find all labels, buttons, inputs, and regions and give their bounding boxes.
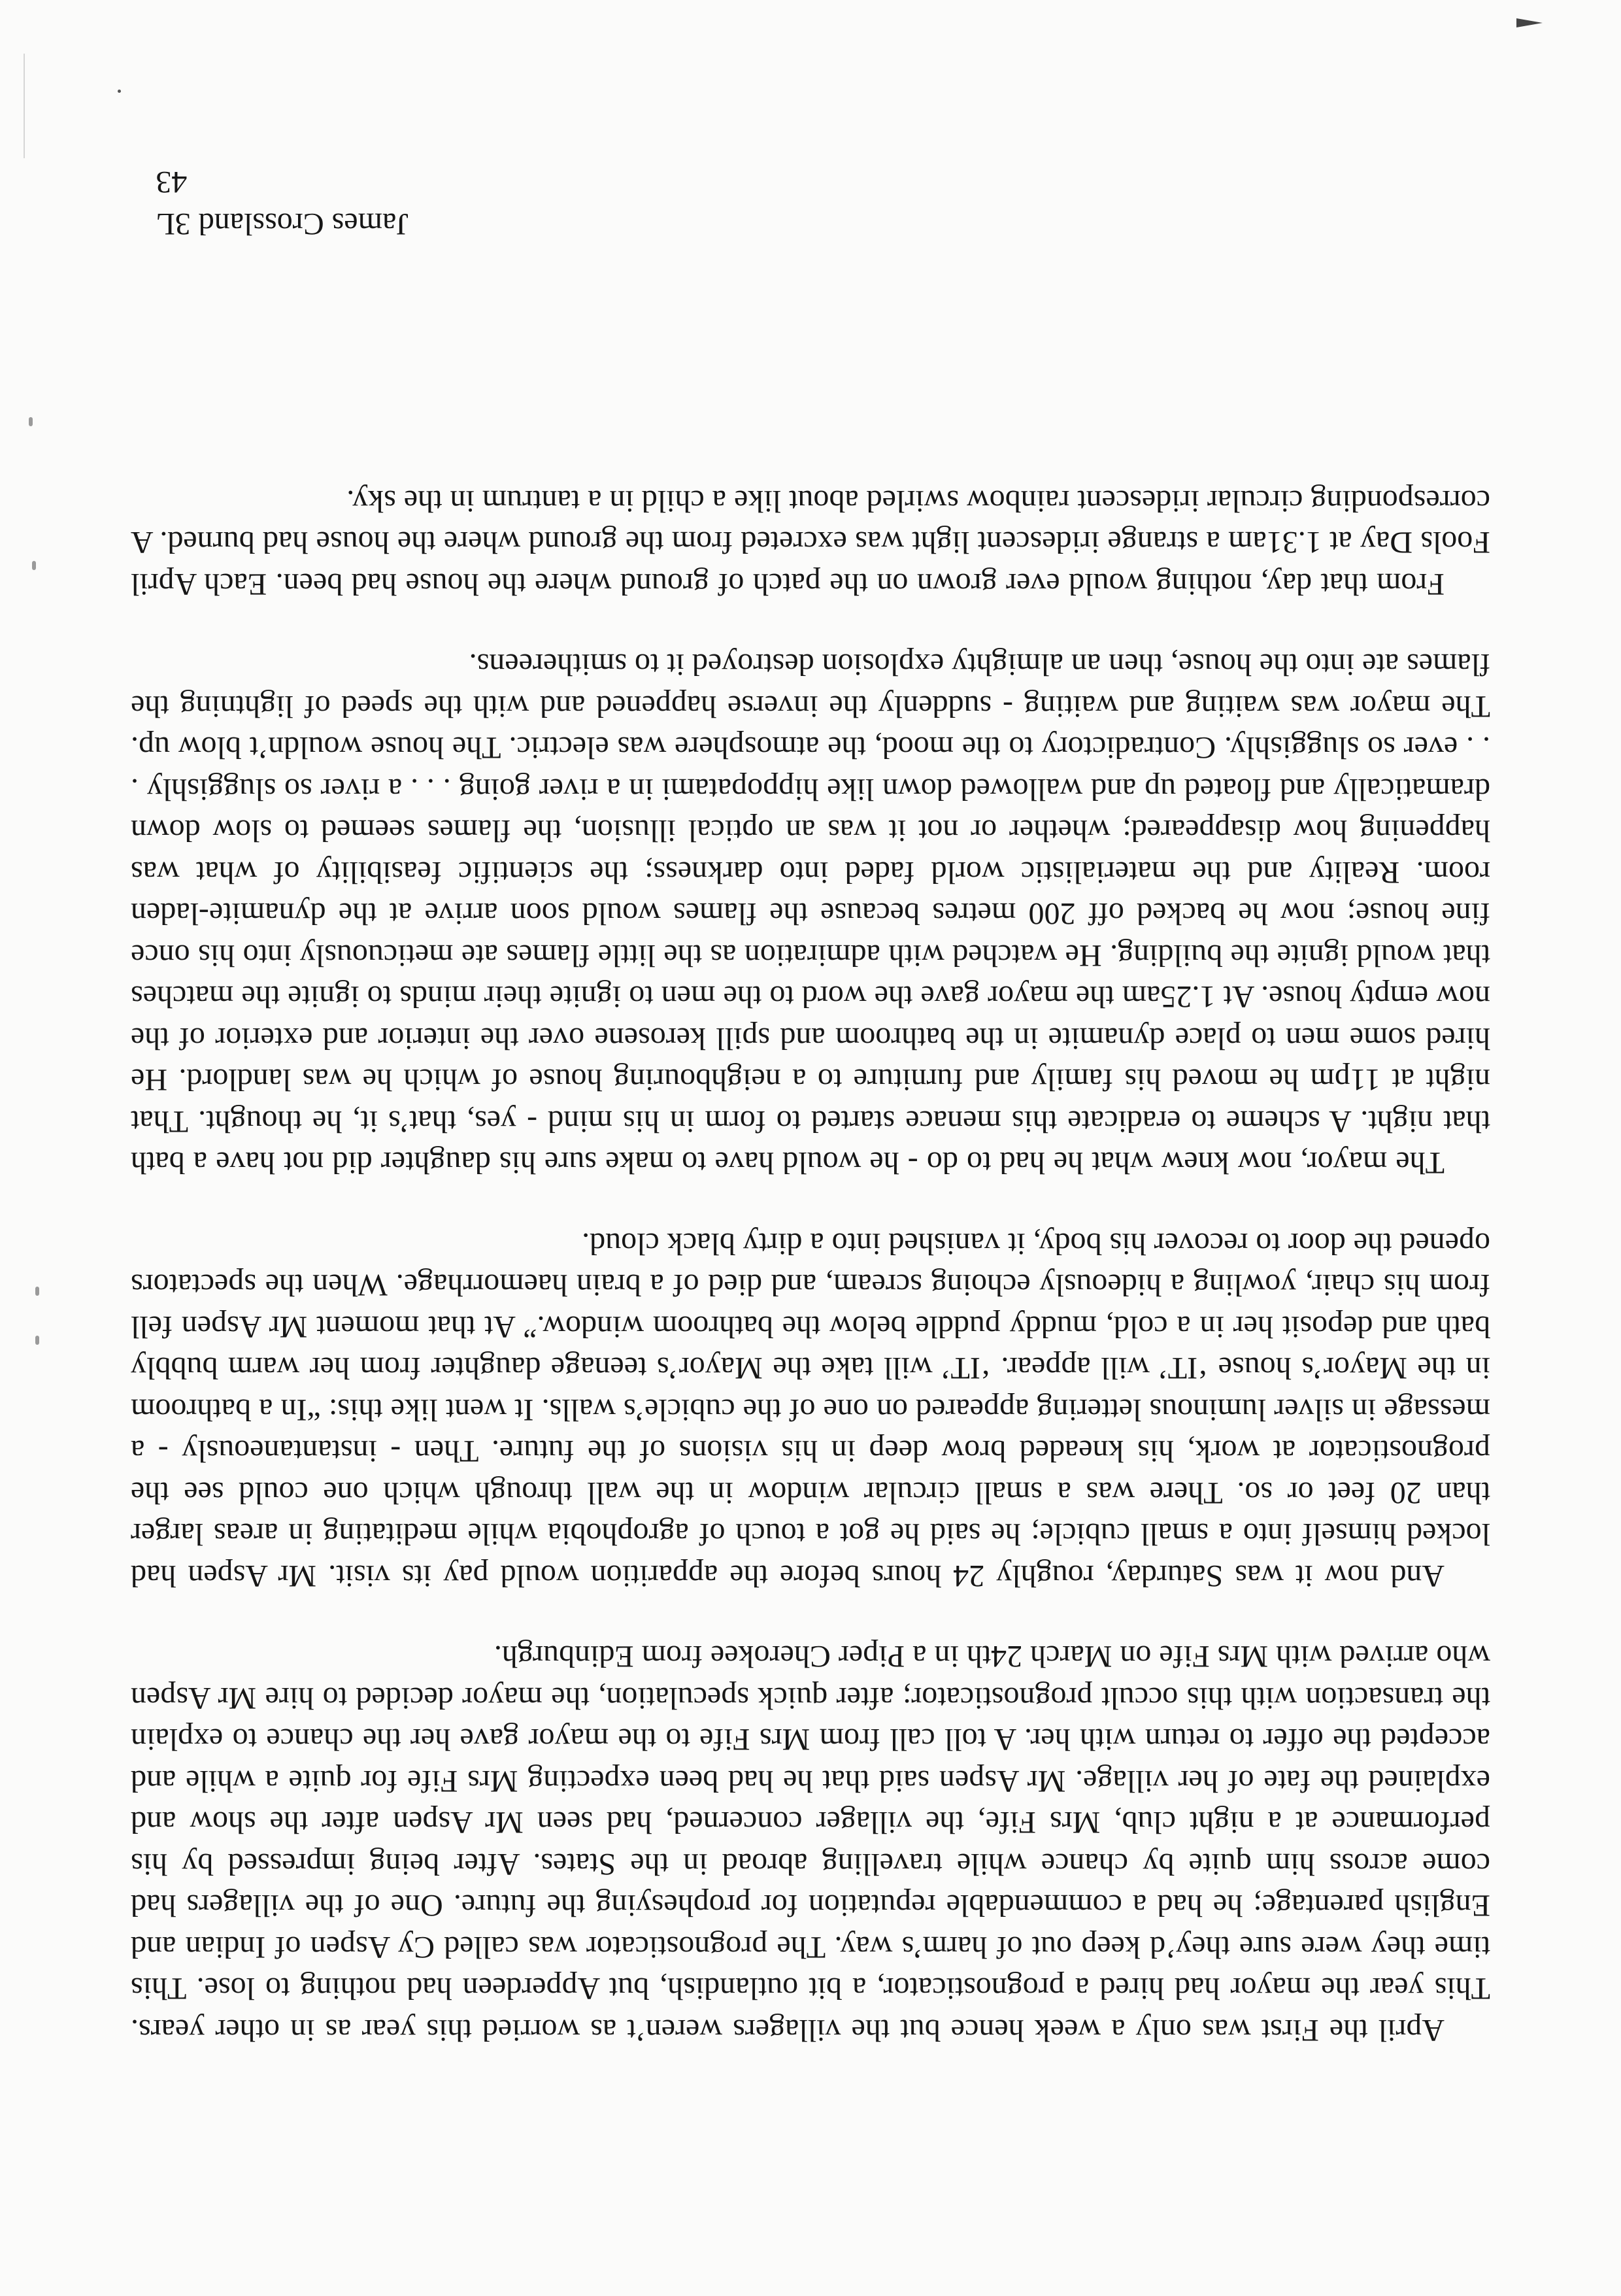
page-number: 43	[156, 165, 188, 199]
binder-hole-mark	[35, 1287, 39, 1296]
binder-hole-mark	[29, 417, 33, 426]
author-name: James Crossland 3L	[156, 207, 409, 241]
body-text	[131, 481, 1490, 2051]
binder-hole-mark	[35, 1336, 39, 1345]
paragraph-2: And now it was Saturday, roughly 24 hours before the apparition would pay its visit. Mr Aspen had locked himself into a small cubicle; he said he got a touch of agrophobia while meditating in areas larger than 20 feet or so. There was a small circular window in the wall through which one could see the prognosticator at work, his kneaded brow deep in his visions of the future. Then - instantaneously - a message in silver luminous lettering appeared on one of the cubicle’s walls. It went like this: “In a bathroom in the Mayor’s house ‘IT’ will appear. ‘IT’ will take the Mayor’s teenage daughter from her warm bubbly bath and deposit her in a cold, muddy puddle below the bathroom window.” At that moment Mr Aspen fell from his chair, yowling a hideously echoing scream, and died of a brain haemorrhage. When the spectators opened the door to recover his body, it vanished into a dirty black cloud.	[131, 1226, 1490, 1593]
paragraph-4: From that day, nothing would ever grown on the patch of ground where the house had been. Each April Fools Day at 1.31am a strange iridescent light was excreted from the ground where the house had burned. A corresponding circular iridescent rainbow swirled about like a child in a tantrum in the sky.	[131, 484, 1490, 601]
paragraph-3: The mayor, now knew what he had to do - he would have to make sure his daughter did not have a bath that night. A scheme to eradicate this menace started to form in his mind - yes, that’s it, he thought. That night at 11pm he moved his family and furniture to a neighbouring house of which he was landlord. He hired some men to place dynamite in the bathroom and spill kerosene over the interior and exterior of the now empty house. At 1.25am the mayor gave the word to the men to ignite their minds to ignite the matches that would ignite the building. He watched with admiration as the little flames ate meticuously into his once fine house; now he backed off 200 metres because the flames would soon arrive at the dynamite-laden room. Reality and the materialistic world faded into darkness; the scientific feasibility of what was happening how disappeared; whether or not it was an optical illusion, the flames seemed to slow down dramatically and floated up and wallowed down like hippopatami in a river going . . . a river so sluggishly . . . ever so sluggishly. Contradictory to the mood, the atmosphere was electric. The house wouldn’t blow up. The mayor was waiting and waiting - suddenly the inverse happened and with the speed of lightning the flames ate into the house, then an almighty explosion destroyed it to smithereens.	[131, 647, 1490, 1181]
scan-corner-mark	[1516, 18, 1543, 27]
signoff	[156, 162, 409, 243]
scan-speck	[118, 90, 121, 93]
scan-edge-line	[24, 54, 25, 158]
paragraph-1: April the First was only a week hence but the villagers weren’t as worried this year as in other years. This year the mayor had hired a prognosticator, a bit outlandish, but Apperdeen had nothing to lose. This time they were sure they’d keep out of harm’s way. The prognosticator was called Cy Aspen of Indian and English parentage; he had a commendable reputation for prophesying the future. One of the villagers had come across him quite by chance while travelling abroad in the States. After being impressed by his performance at a night club, Mrs Fife, the villager concerned, had seen Mr Aspen after the show and explained the fate of her village. Mr Aspen said that he had been expecting Mrs Fife for quite a while and accepted the offer to return with her. A toll call from Mrs Fife to the mayor gave her the chance to explain the transaction with this occult prognosticator; after quick speculation, the mayor decided to hire Mr Aspen who arrived with Mrs Fife on March 24th in a Piper Cherokee from Edinburgh.	[131, 1639, 1490, 2048]
binder-hole-mark	[32, 561, 36, 570]
